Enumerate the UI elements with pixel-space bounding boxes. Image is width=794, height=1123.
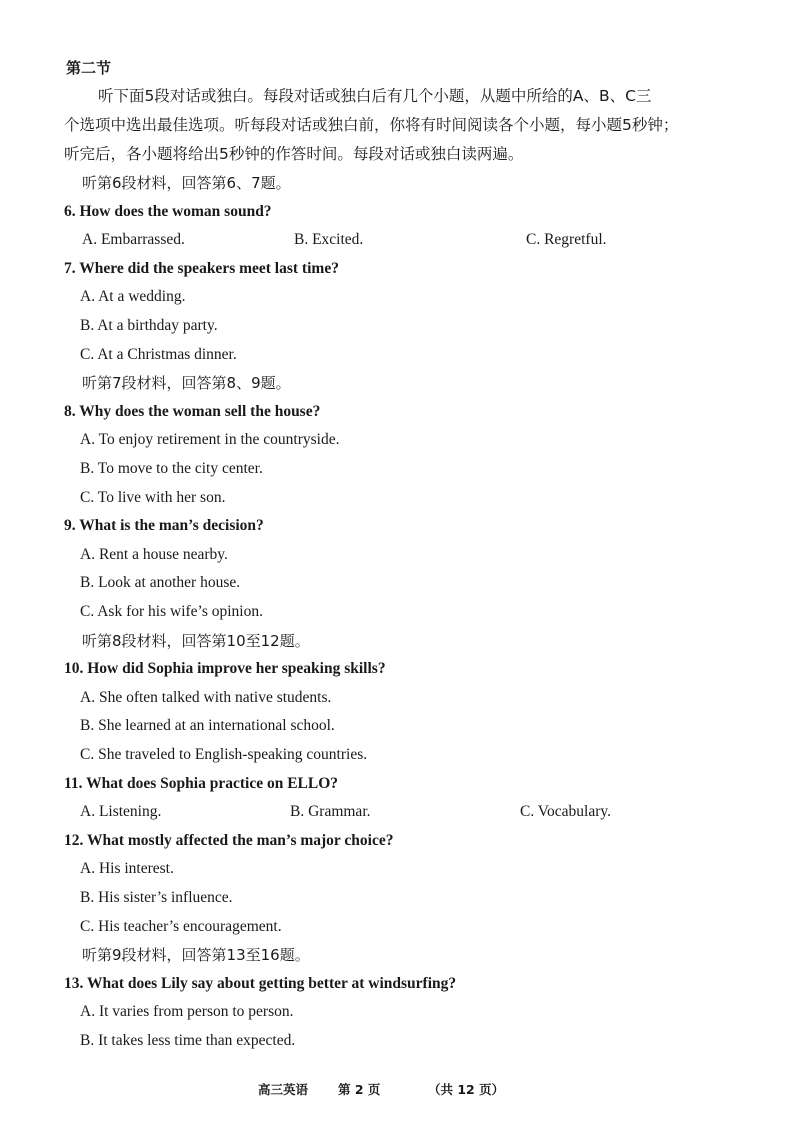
answer-option: C. At a Christmas dinner.: [80, 346, 237, 363]
answer-option: A. It varies from person to person.: [80, 1003, 294, 1020]
option-a: A. Embarrassed.: [82, 231, 185, 248]
section-note: 听第7段材料，回答第8、9题。: [82, 374, 291, 392]
answer-option: A. She often talked with native students.: [80, 689, 332, 706]
answer-option: C. She traveled to English-speaking countries.: [80, 746, 368, 763]
option-c: C. Vocabulary.: [520, 803, 611, 820]
question-stem: 6. How does the woman sound?: [64, 203, 272, 220]
instruction-line-3: 听完后，各小题将给出5秒钟的作答时间。每段对话或独白读两遍。: [64, 145, 524, 163]
answer-option: C. Ask for his wife’s opinion.: [80, 603, 263, 620]
option-b: B. Excited.: [294, 231, 364, 248]
instruction-line-2: 个选项中选出最佳选项。听每段对话或独白前，你将有时间阅读各个小题，每小题5秒钟；: [64, 116, 679, 134]
question-stem: 8. Why does the woman sell the house?: [64, 403, 321, 420]
question-stem: 9. What is the man’s decision?: [64, 517, 264, 534]
question-stem: 7. Where did the speakers meet last time?: [64, 260, 339, 277]
question-stem: 11. What does Sophia practice on ELLO?: [64, 775, 339, 792]
option-c: C. Regretful.: [526, 231, 607, 248]
section-note: 听第8段材料，回答第10至12题。: [82, 632, 310, 650]
answer-option: B. She learned at an international school.: [80, 717, 335, 734]
answer-option: A. Rent a house nearby.: [80, 546, 228, 563]
footer-page-number: 第 2 页: [338, 1082, 381, 1097]
question-stem: 12. What mostly affected the man’s major choice?: [64, 832, 394, 849]
section-note: 听第9段材料，回答第13至16题。: [82, 946, 310, 964]
footer-total-pages: （共 12 页）: [428, 1082, 505, 1097]
answer-option: A. His interest.: [80, 860, 174, 877]
answer-option: B. To move to the city center.: [80, 460, 263, 477]
answer-option: C. His teacher’s encouragement.: [80, 918, 282, 935]
footer-subject: 高三英语: [258, 1082, 309, 1097]
answer-option: C. To live with her son.: [80, 489, 226, 506]
answer-option: A. To enjoy retirement in the countryside.: [80, 431, 340, 448]
section-title: 第二节: [66, 59, 112, 77]
answer-option: A. At a wedding.: [80, 288, 186, 305]
instruction-line-1: 听下面5段对话或独白。每段对话或独白后有几个小题，从题中所给的A、B、C三: [98, 87, 652, 105]
answer-option: B. Look at another house.: [80, 574, 241, 591]
answer-option: B. His sister’s influence.: [80, 889, 233, 906]
question-stem: 13. What does Lily say about getting better at windsurfing?: [64, 975, 457, 992]
option-a: A. Listening.: [80, 803, 162, 820]
option-b: B. Grammar.: [290, 803, 371, 820]
question-stem: 10. How did Sophia improve her speaking skills?: [64, 660, 386, 677]
answer-option: B. It takes less time than expected.: [80, 1032, 296, 1049]
answer-option: B. At a birthday party.: [80, 317, 218, 334]
section-note: 听第6段材料，回答第6、7题。: [82, 174, 291, 192]
